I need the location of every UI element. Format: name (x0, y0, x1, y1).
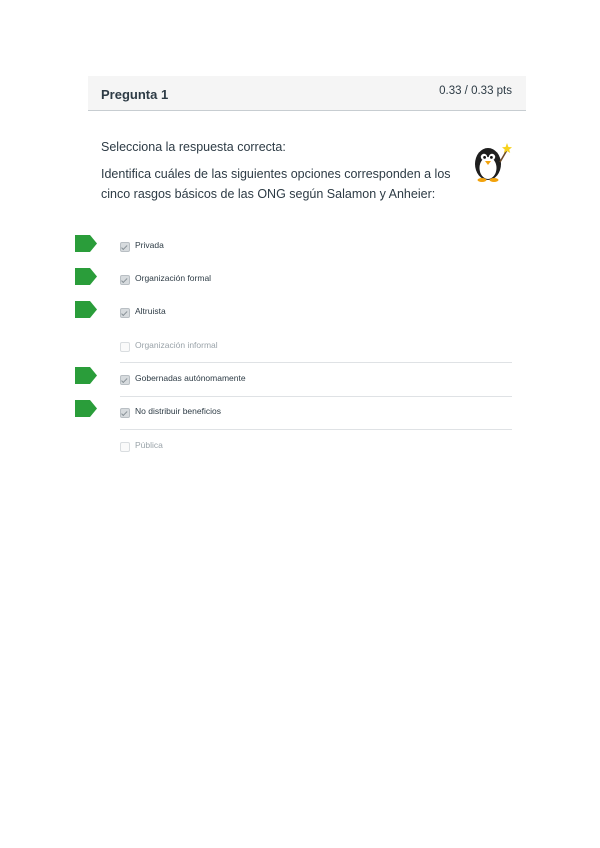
answer-option[interactable] (120, 402, 512, 435)
correct-answer-flag-icon (75, 367, 97, 384)
answer-divider (120, 429, 512, 430)
question-prompt-line-1: Identifica cuáles de las siguientes opciones corresponden a los (101, 167, 451, 181)
correct-answer-flag-icon (75, 301, 97, 318)
answer-label: Privada (135, 240, 164, 250)
answer-divider (120, 362, 512, 363)
answer-label: Organización informal (135, 340, 218, 350)
answer-option[interactable] (120, 369, 512, 402)
answer-checkbox[interactable] (120, 442, 130, 452)
answer-divider (120, 396, 512, 397)
question-header (88, 76, 526, 111)
answer-option[interactable] (120, 436, 512, 469)
answer-label: Altruista (135, 306, 166, 316)
answer-option[interactable] (120, 336, 512, 369)
answer-label: No distribuir beneficios (135, 406, 221, 416)
answer-option[interactable] (120, 236, 512, 269)
answer-label: Organización formal (135, 273, 212, 283)
answer-option[interactable] (120, 302, 512, 335)
answer-checkbox[interactable] (120, 342, 130, 352)
correct-answer-flag-icon (75, 268, 97, 285)
answer-checkbox[interactable] (120, 242, 130, 252)
answer-option[interactable] (120, 269, 512, 302)
answer-checkbox[interactable] (120, 375, 130, 385)
question-points: 0.33 / 0.33 pts (439, 85, 512, 97)
question-instruction: Selecciona la respuesta correcta: (101, 140, 286, 154)
answer-checkbox[interactable] (120, 275, 130, 285)
answer-label: Gobernadas autónomamente (135, 373, 246, 383)
penguin-with-wand-icon (468, 138, 514, 184)
question-prompt-line-2: cinco rasgos básicos de las ONG según Salamon y Anheier: (101, 187, 436, 201)
question-title: Pregunta 1 (101, 87, 169, 102)
answer-label: Pública (135, 440, 163, 450)
answer-checkbox[interactable] (120, 408, 130, 418)
correct-answer-flag-icon (75, 235, 97, 252)
answer-checkbox[interactable] (120, 308, 130, 318)
correct-answer-flag-icon (75, 400, 97, 417)
